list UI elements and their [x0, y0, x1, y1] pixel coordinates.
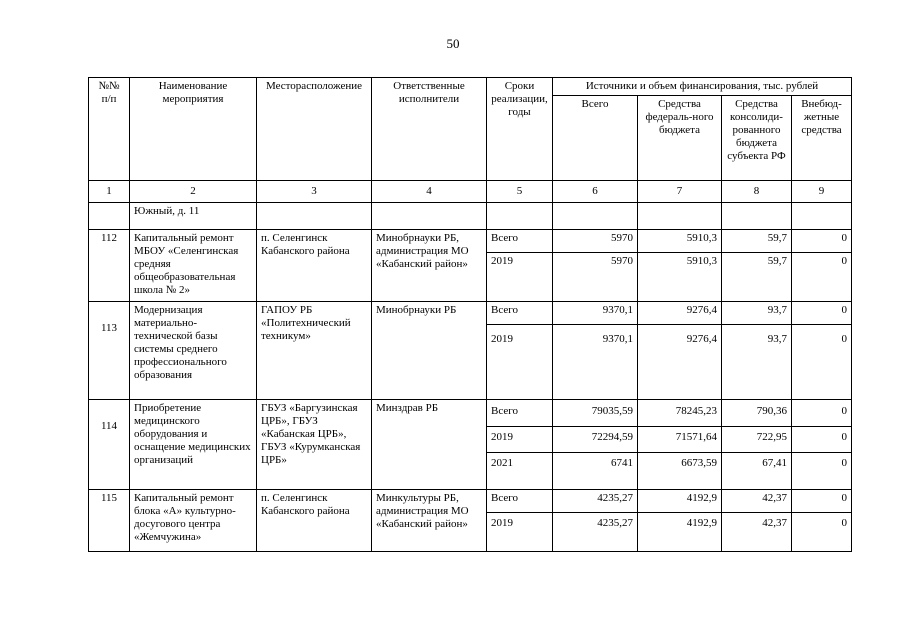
row-total: 4235,27	[553, 490, 638, 513]
row-extra: 0	[792, 427, 852, 453]
index-cell: 9	[792, 181, 852, 203]
continuation-row	[89, 203, 852, 230]
row-number: 112	[89, 230, 130, 302]
header-years: Сроки реализации, годы	[487, 78, 553, 181]
row-total: 72294,59	[553, 427, 638, 453]
row-regional: 42,37	[722, 513, 792, 552]
index-cell: 1	[89, 181, 130, 203]
row-name: Капитальный ремонт блока «А» культурно-досугового центра «Жемчужина»	[130, 490, 257, 552]
row-extra: 0	[792, 230, 852, 253]
row-responsible: Минздрав РБ	[372, 400, 487, 490]
header-funding: Источники и объем финансирования, тыс. рублей	[553, 78, 852, 96]
row-name: Приобретение медицинского оборудования и оснащение медицинских организаций	[130, 400, 257, 490]
row-total: 4235,27	[553, 513, 638, 552]
row-extra: 0	[792, 302, 852, 325]
row-extra: 0	[792, 453, 852, 490]
row-total: 9370,1	[553, 302, 638, 325]
row-total: 9370,1	[553, 325, 638, 400]
row-federal: 4192,9	[638, 513, 722, 552]
header-regional: Средства консолиди-рованного бюджета субъекта РФ	[722, 96, 792, 181]
row-year: Всего	[487, 230, 553, 253]
row-responsible: Минобрнауки РБ, администрация МО «Кабанский район»	[372, 230, 487, 302]
row-responsible: Минобрнауки РБ	[372, 302, 487, 400]
row-extra: 0	[792, 325, 852, 400]
row-extra: 0	[792, 513, 852, 552]
row-year: Всего	[487, 490, 553, 513]
index-cell: 7	[638, 181, 722, 203]
table-row	[89, 490, 852, 513]
index-cell: 8	[722, 181, 792, 203]
row-federal: 78245,23	[638, 400, 722, 427]
row-regional: 59,7	[722, 230, 792, 253]
header-row	[89, 78, 852, 96]
row-name: Капитальный ремонт МБОУ «Селенгинская средняя общеобразовательная школа № 2»	[130, 230, 257, 302]
row-federal: 6673,59	[638, 453, 722, 490]
table-row	[89, 400, 852, 427]
row-regional: 93,7	[722, 302, 792, 325]
row-location: п. Селенгинск Кабанского района	[257, 230, 372, 302]
row-number: 114	[89, 400, 130, 490]
table-row	[89, 230, 852, 253]
row-regional: 722,95	[722, 427, 792, 453]
row-number: 115	[89, 490, 130, 552]
row-responsible: Минкультуры РБ, администрация МО «Кабанский район»	[372, 490, 487, 552]
row-location: ГАПОУ РБ «Политехнический техникум»	[257, 302, 372, 400]
row-name: Модернизация материально-технической базы системы среднего профессионального образования	[130, 302, 257, 400]
row-regional: 67,41	[722, 453, 792, 490]
row-year: 2019	[487, 513, 553, 552]
index-cell: 5	[487, 181, 553, 203]
header-federal: Средства федераль-ного бюджета	[638, 96, 722, 181]
header-num: №№ п/п	[89, 78, 130, 181]
header-extra: Внебюд-жетные средства	[792, 96, 852, 181]
row-total: 79035,59	[553, 400, 638, 427]
row-federal: 9276,4	[638, 302, 722, 325]
row-year: Всего	[487, 302, 553, 325]
row-federal: 71571,64	[638, 427, 722, 453]
row-regional: 790,36	[722, 400, 792, 427]
row-year: 2021	[487, 453, 553, 490]
row-total: 5970	[553, 230, 638, 253]
row-location: ГБУЗ «Баргузинская ЦРБ», ГБУЗ «Кабанская ЦРБ», ГБУЗ «Курумканская ЦРБ»	[257, 400, 372, 490]
index-row	[89, 181, 852, 203]
row-location: п. Селенгинск Кабанского района	[257, 490, 372, 552]
index-cell: 2	[130, 181, 257, 203]
index-cell: 3	[257, 181, 372, 203]
table-row	[89, 302, 852, 325]
funding-table	[88, 77, 852, 552]
row-federal: 9276,4	[638, 325, 722, 400]
row-extra: 0	[792, 490, 852, 513]
row-extra: 0	[792, 400, 852, 427]
header-name: Наименование мероприятия	[130, 78, 257, 181]
row-extra: 0	[792, 253, 852, 302]
row-regional: 42,37	[722, 490, 792, 513]
row-number: 113	[89, 302, 130, 400]
header-total: Всего	[553, 96, 638, 181]
row-federal: 5910,3	[638, 230, 722, 253]
row-total: 6741	[553, 453, 638, 490]
row-year: 2019	[487, 325, 553, 400]
header-location: Месторасположение	[257, 78, 372, 181]
row-year: 2019	[487, 253, 553, 302]
row-year: Всего	[487, 400, 553, 427]
continuation-text: Южный, д. 11	[130, 203, 257, 230]
index-cell: 4	[372, 181, 487, 203]
row-regional: 59,7	[722, 253, 792, 302]
row-federal: 5910,3	[638, 253, 722, 302]
row-regional: 93,7	[722, 325, 792, 400]
page-number: 50	[446, 36, 460, 51]
header-responsible: Ответственные исполнители	[372, 78, 487, 181]
row-year: 2019	[487, 427, 553, 453]
row-total: 5970	[553, 253, 638, 302]
index-cell: 6	[553, 181, 638, 203]
row-federal: 4192,9	[638, 490, 722, 513]
